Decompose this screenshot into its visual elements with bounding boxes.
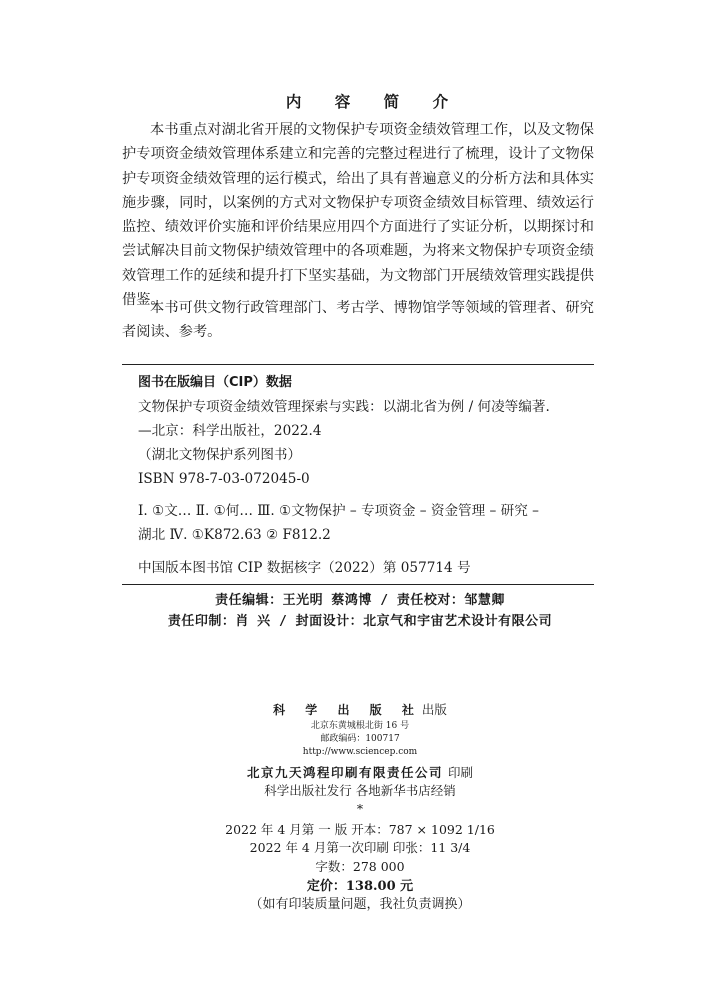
edition-line: 2022 年 4 月第 一 版 开本：787 × 1092 1/16 <box>225 822 495 837</box>
printer-suffix: 印刷 <box>448 765 474 780</box>
price-label: 定价： <box>306 879 346 894</box>
cip-verification: 中国版本图书馆 CIP 数据核字（2022）第 057714 号 <box>138 560 471 576</box>
publisher-name: 科 学 出 版 社 <box>273 703 422 717</box>
publisher-url: http://www.sciencep.com <box>302 747 418 757</box>
cip-publisher-line: —北京：科学出版社，2022.4 <box>138 423 322 439</box>
distribution-line: 科学出版社发行 各地新华书店经销 <box>264 783 456 798</box>
printing-line: 2022 年 4 月第一次印刷 印张：11 3/4 <box>249 840 471 855</box>
separator-star: * <box>356 801 364 816</box>
quality-notice: （如有印装质量问题，我社负责调换） <box>249 897 471 912</box>
printer-name: 北京九天鸿程印刷有限责任公司 <box>246 765 443 780</box>
divider-bottom <box>122 584 594 585</box>
price-value: 138.00 元 <box>345 879 414 894</box>
cip-title-line: 文物保护专项资金绩效管理探索与实践：以湖北省为例 / 何凌等编著. <box>138 399 550 415</box>
cip-isbn-line: ISBN 978-7-03-072045-0 <box>138 471 310 487</box>
cip-classification-line-1: Ⅰ. ①文… Ⅱ. ①何… Ⅲ. ①文物保护 – 专项资金 – 资金管理 – 研究 – <box>138 503 539 519</box>
summary-paragraph-1: 本书重点对湖北省开展的文物保护专项资金绩效管理工作，以及文物保护专项资金绩效管理体系建立和完善的完整过程进行了梳理，设计了文物保护专项资金绩效管理的运行模式，给出了具有普遍意义的分析方法和具体实施步骤，同时，以案例的方式对文物保护专项资金绩效目标管理、绩效运行监控、绩效评价实施和评价结果应用四个方面进行了实证分析，以期探讨和尝试解决目前文物保护绩效管理中的各项难题，为将来文物保护专项资金绩效管理工作的延续和提升打下坚实基础，为文物部门开展绩效管理实践提供借鉴。 <box>122 122 594 309</box>
summary-paragraph-2: 本书可供文物行政管理部门、考古学、博物馆学等领域的管理者、研究者阅读、参考。 <box>122 300 594 341</box>
publisher-line <box>0 700 720 718</box>
editor-credits: 责任编辑：王光明 蔡鸿博 / 责任校对：邹慧卿 <box>215 593 505 608</box>
cip-classification-line-2: 湖北 Ⅳ. ①K872.63 ② F812.2 <box>138 527 331 543</box>
publisher-suffix: 出版 <box>421 702 447 717</box>
publisher-address: 北京东黄城根北街 16 号 <box>310 721 410 731</box>
summary-title: 内 容 简 介 <box>285 93 463 111</box>
production-credits: 责任印制：肖 兴 / 封面设计：北京气和宇宙艺术设计有限公司 <box>167 614 553 629</box>
cip-series-line: （湖北文物保护系列图书） <box>138 447 302 463</box>
price-line <box>0 875 720 894</box>
printer-line <box>0 762 720 781</box>
divider-top <box>122 364 594 365</box>
cip-heading: 图书在版编目（CIP）数据 <box>138 375 292 390</box>
word-count: 字数：278 000 <box>315 859 405 874</box>
publisher-postcode: 邮政编码：100717 <box>320 734 400 744</box>
